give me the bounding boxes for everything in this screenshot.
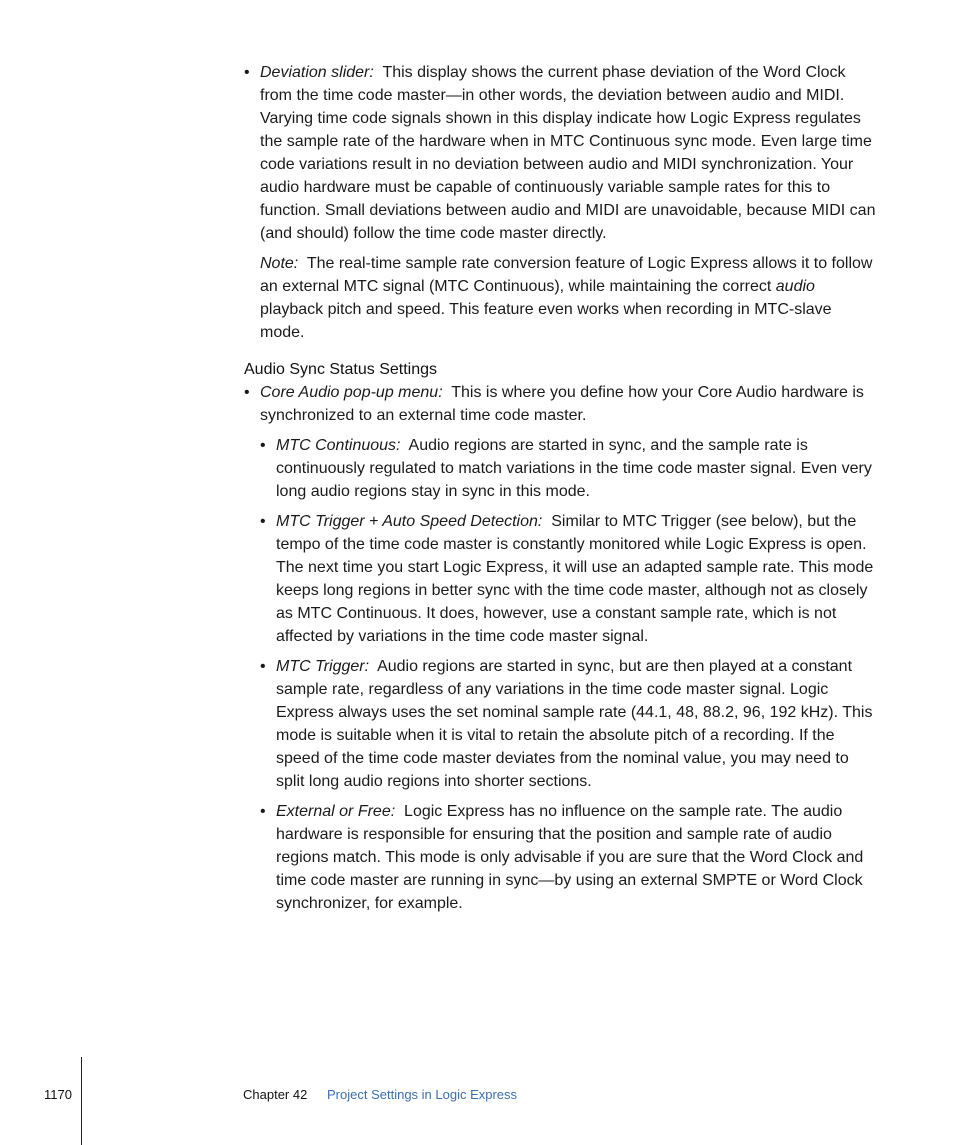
bullet-marker: • bbox=[260, 803, 266, 820]
note-label: Note: bbox=[260, 255, 299, 272]
bullet-mtc-trigger bbox=[260, 655, 876, 793]
note-text-before: The real-time sample rate conversion feature of Logic Express allows it to follow an external MTC signal (MTC Continuous), while maintaining the correct bbox=[260, 255, 873, 295]
note-text-after: playback pitch and speed. This feature even works when recording in MTC-slave mode. bbox=[260, 301, 832, 341]
bullet-external-or-free bbox=[260, 800, 876, 915]
term-label: MTC Continuous: bbox=[276, 437, 401, 454]
footer-divider bbox=[81, 1057, 82, 1145]
term-label: MTC Trigger: bbox=[276, 658, 370, 675]
bullet-marker: • bbox=[260, 437, 266, 454]
bullet-marker: • bbox=[244, 384, 250, 401]
section-heading: Audio Sync Status Settings bbox=[244, 361, 437, 378]
term-label: Deviation slider: bbox=[260, 64, 374, 81]
term-label: Core Audio pop-up menu: bbox=[260, 384, 443, 401]
note-italic-word: audio bbox=[775, 278, 815, 295]
bullet-marker: • bbox=[260, 513, 266, 530]
bullet-marker: • bbox=[244, 64, 250, 81]
term-description: Logic Express has no influence on the sample rate. The audio hardware is responsible for ensuring that the position and sample rate of audio regions match. This mode is only advisable if you are sure that the Word Clock and time code master are running in sync—by using an external SMPTE or Word Clock synchronizer, for example. bbox=[276, 803, 864, 912]
bullet-mtc-continuous bbox=[260, 434, 876, 503]
bullet-mtc-trigger-auto-speed bbox=[260, 510, 876, 648]
term-label: External or Free: bbox=[276, 803, 396, 820]
chapter-title-link[interactable]: Project Settings in Logic Express bbox=[327, 1087, 518, 1102]
core-audio-paragraph bbox=[260, 381, 876, 427]
body-content bbox=[244, 61, 876, 915]
list-item bbox=[276, 434, 876, 503]
term-label: MTC Trigger + Auto Speed Detection: bbox=[276, 513, 543, 530]
bullet-marker: • bbox=[260, 658, 266, 675]
term-description: Audio regions are started in sync, and the sample rate is continuously regulated to match variations in the time code master signal. Even very long audio regions stay in sync in this mode. bbox=[276, 437, 872, 500]
note-paragraph bbox=[244, 252, 876, 344]
deviation-paragraph bbox=[260, 61, 876, 245]
term-description: Audio regions are started in sync, but are then played at a constant sample rate, regardless of any variations in the time code master signal. Logic Express always uses the set nominal sample rate (44.1, 48, 88.2, 96, 192 kHz). This mode is suitable when it is vital to retain the absolute pitch of a recording. If the speed of the time code master deviates from the nominal value, you may need to split long audio regions into shorter sections. bbox=[276, 658, 873, 790]
list-item bbox=[276, 510, 876, 648]
chapter-label: Chapter 42 bbox=[243, 1087, 308, 1102]
page-number: 1170 bbox=[44, 1087, 72, 1102]
term-description: This is where you define how your Core Audio hardware is synchronized to an external time code master. bbox=[260, 384, 864, 424]
bullet-core-audio bbox=[244, 381, 876, 427]
term-description: Similar to MTC Trigger (see below), but the tempo of the time code master is constantly monitored while Logic Express is open. The next time you start Logic Express, it will use an adapted sample rate. This mode keeps long regions in better sync with the time code master, although not as closely as MTC Continuous. It does, however, use a constant sample rate, which is not affected by variations in the time code master signal. bbox=[276, 513, 874, 645]
list-item bbox=[276, 655, 876, 793]
list-item bbox=[276, 800, 876, 915]
term-description: This display shows the current phase deviation of the Word Clock from the time code master—in other words, the deviation between audio and MIDI. Varying time code signals shown in this display indicate how Logic Express regulates the sample rate of the hardware when in MTC Continuous sync mode. Even large time code variations result in no deviation between audio and MIDI synchronization. Your audio hardware must be capable of continuously variable sample rates for this to function. Small deviations between audio and MIDI are unavoidable, because MIDI can (and should) follow the time code master directly. bbox=[260, 64, 876, 242]
bullet-deviation-slider bbox=[244, 61, 876, 245]
